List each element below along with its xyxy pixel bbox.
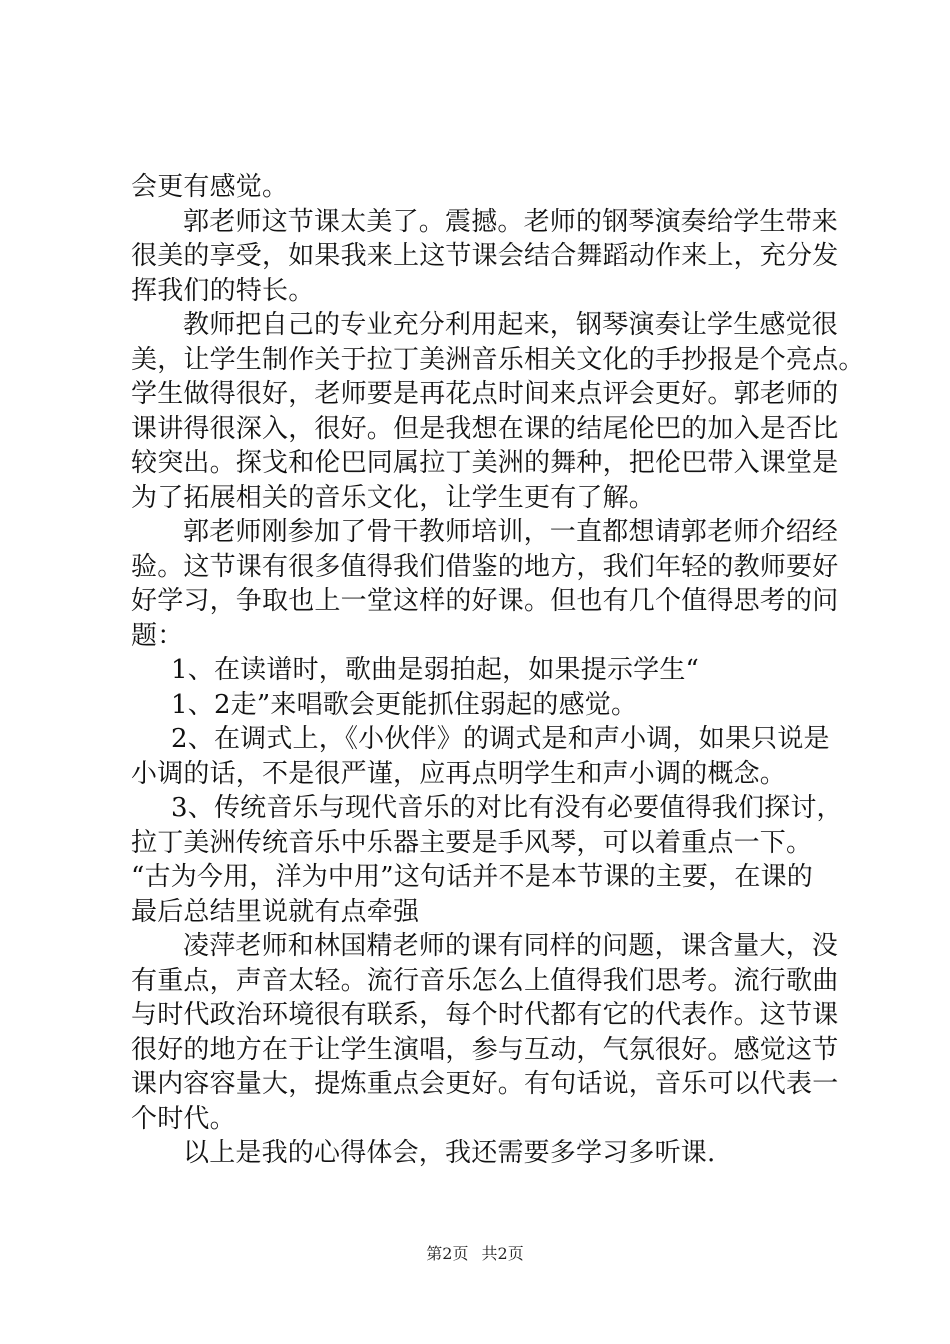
text-line: 以上是我的心得体会，我还需要多学习多听课.: [183, 1138, 716, 1168]
text-line: 有重点，声音太轻。流行音乐怎么上值得我们思考。流行歌曲: [131, 965, 839, 996]
text-line: 较突出。探戈和伦巴同属拉丁美洲的舞种，把伦巴带入课堂是: [131, 448, 839, 478]
document-body: [131, 170, 865, 1171]
text-line: 很美的享受，如果我来上这节课会结合舞蹈动作来上，充分发: [131, 241, 839, 271]
text-line: 1、在读谱时，歌曲是弱拍起，如果提示学生“: [171, 655, 700, 685]
text-line: 3、传统音乐与现代音乐的对比有没有必要值得我们探讨，: [171, 793, 843, 823]
text-line: 凌萍老师和林国精老师的课有同样的问题，课含量大，没: [183, 931, 839, 961]
text-line: “古为今用，洋为中用”这句话并不是本节课的主要，在课的: [131, 862, 813, 892]
text-line: 美，让学生制作关于拉丁美洲音乐相关文化的手抄报是个亮点。: [131, 344, 865, 375]
text-line: 2、在调式上，《小伙伴》的调式是和声小调，如果只说是: [171, 724, 830, 754]
text-line: 为了拓展相关的音乐文化，让学生更有了解。: [131, 482, 656, 513]
page-number: 第2页: [426, 1244, 469, 1263]
text-line: 验。这节课有很多值得我们借鉴的地方，我们年轻的教师要好: [131, 551, 839, 582]
text-line: 好学习，争取也上一堂这样的好课。但也有几个值得思考的问: [131, 586, 839, 616]
text-line: 与时代政治环境很有联系，每个时代都有它的代表作。这节课: [131, 1000, 839, 1030]
text-line: 郭老师这节课太美了。震撼。老师的钢琴演奏给学生带来: [183, 206, 839, 237]
text-line: 郭老师刚参加了骨干教师培训，一直都想请郭老师介绍经: [183, 517, 839, 547]
text-line: 个时代。: [131, 1103, 236, 1134]
text-line: 最后总结里说就有点牵强: [131, 896, 420, 927]
text-line: 小调的话，不是很严谨，应再点明学生和声小调的概念。: [131, 758, 787, 789]
text-line: 拉丁美洲传统音乐中乐器主要是手风琴，可以着重点一下。: [131, 827, 813, 858]
text-line: 题：: [131, 620, 184, 651]
text-line: 课讲得很深入，很好。但是我想在课的结尾伦巴的加入是否比: [131, 413, 839, 444]
text-line: 教师把自己的专业充分利用起来，钢琴演奏让学生感觉很: [183, 310, 839, 340]
text-line: 1、2走”来唱歌会更能抓住弱起的感觉。: [171, 689, 638, 720]
text-line: 会更有感觉。: [131, 172, 289, 202]
text-line: 挥我们的特长。: [131, 275, 315, 306]
text-line: 很好的地方在于让学生演唱，参与互动，气氛很好。感觉这节: [131, 1034, 839, 1065]
text-line: 课内容容量大，提炼重点会更好。有句话说，音乐可以代表一: [131, 1069, 839, 1099]
text-line: 学生做得很好，老师要是再花点时间来点评会更好。郭老师的: [131, 379, 839, 409]
page-total: 共2页: [481, 1244, 524, 1263]
page-footer: [0, 1244, 950, 1264]
